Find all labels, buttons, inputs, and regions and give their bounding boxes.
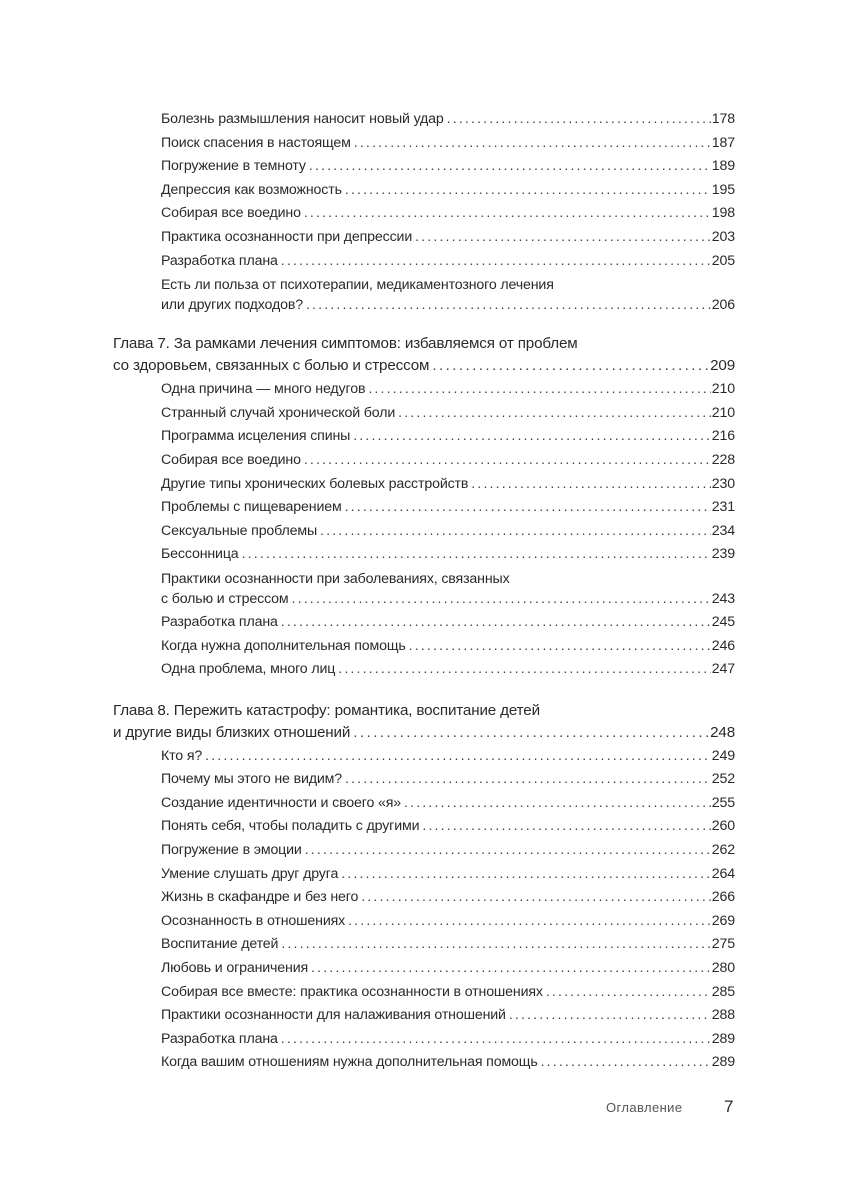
toc-entry[interactable] [113,520,735,544]
entry-title: Проблемы с пищеварением [161,499,342,516]
entry-title: Когда вашим отношениям нужна дополнительная помощь [161,1054,538,1071]
page-footer [0,1097,849,1121]
entry-title: Осознанность в отношениях [161,912,346,929]
dot-leader [509,1004,711,1028]
entry-title: Любовь и ограничения [161,960,309,977]
toc-entry[interactable] [113,202,735,226]
chapter-title-line2: со здоровьем, связанных с болью и стрессом [113,357,430,375]
dot-leader [345,496,711,520]
entry-page: 230 [711,475,735,492]
entry-page: 205 [711,252,735,269]
toc-entry[interactable] [113,179,735,203]
dot-leader [205,745,711,769]
dot-leader [348,910,711,934]
dot-leader [354,132,711,156]
dot-leader [471,473,710,497]
dot-leader [281,611,711,635]
dot-leader [341,863,711,887]
dot-leader [320,520,711,544]
toc-entry[interactable] [113,425,735,449]
dot-leader [311,957,711,981]
dot-leader [353,722,709,744]
entry-title: Разработка плана [161,252,278,269]
toc-entry[interactable] [113,839,735,863]
toc-entry[interactable] [113,132,735,156]
toc-entry[interactable] [113,792,735,816]
toc-entry[interactable] [113,815,735,839]
entry-page: 198 [711,205,735,222]
toc-entry[interactable] [113,108,735,132]
entry-page: 231 [711,499,735,516]
entry-title: Практики осознанности для налаживания отношений [161,1007,506,1024]
toc-entry[interactable] [113,910,735,934]
toc-entry[interactable] [113,473,735,497]
table-of-contents [113,108,735,1075]
entry-title: Другие типы хронических болевых расстройств [161,475,469,492]
entry-page: 260 [711,818,735,835]
dot-leader [309,155,711,179]
entry-page: 203 [711,228,735,245]
entry-page: 262 [711,842,735,859]
entry-title: Погружение в темноту [161,158,306,175]
entry-title: Разработка плана [161,1030,278,1047]
dot-leader [305,839,711,863]
entry-title: Одна проблема, много лиц [161,661,336,678]
toc-entry[interactable] [113,449,735,473]
entry-page: 216 [711,428,735,445]
entry-page: 246 [711,637,735,654]
running-footer-label: Оглавление [606,1100,683,1115]
entry-title-line1: Есть ли польза от психотерапии, медикаментозного лечения [161,277,554,294]
entry-page: 289 [711,1054,735,1071]
entry-title: Почему мы этого не видим? [161,771,342,788]
entry-title: Странный случай хронической боли [161,404,396,421]
toc-entry[interactable] [113,1028,735,1052]
entry-page: 280 [711,960,735,977]
entry-title: Создание идентичности и своего «я» [161,794,402,811]
toc-entry[interactable] [113,635,735,659]
dot-leader [432,355,709,377]
toc-entry[interactable] [113,957,735,981]
toc-entry[interactable] [113,155,735,179]
entry-page: 245 [711,613,735,630]
entry-page: 210 [711,404,735,421]
dot-leader [409,635,711,659]
entry-page: 288 [711,1007,735,1024]
entry-page: 275 [711,936,735,953]
dot-leader [541,1051,711,1075]
entry-page: 266 [711,889,735,906]
dot-leader [304,449,711,473]
entry-page: 210 [711,381,735,398]
toc-entry[interactable] [113,981,735,1005]
toc-entry[interactable] [113,886,735,910]
page-number: 7 [724,1097,734,1116]
dot-leader [292,589,711,609]
entry-page: 187 [711,134,735,151]
toc-entry[interactable] [113,658,735,682]
entry-page: 206 [711,297,735,314]
dot-leader [345,179,711,203]
entry-title-line1: Практики осознанности при заболеваниях, связанных [161,570,510,587]
entry-title-line2: с болью и стрессом [161,590,289,607]
dot-leader [306,295,711,315]
entry-page: 289 [711,1030,735,1047]
entry-title: Бессонница [161,546,239,563]
toc-entry[interactable] [113,250,735,274]
entry-title: Кто я? [161,747,203,764]
chapter-8-heading[interactable] [113,700,735,744]
entry-page: 234 [711,522,735,539]
dot-leader [281,1028,711,1052]
dot-leader [447,108,711,132]
toc-entry[interactable] [113,933,735,957]
dot-leader [304,202,711,226]
entry-page: 264 [711,865,735,882]
toc-entry-multiline[interactable] [113,275,735,315]
chapter-7-heading[interactable] [113,333,735,377]
entry-page: 195 [711,181,735,198]
toc-entry[interactable] [113,496,735,520]
entry-title: Понять себя, чтобы поладить с другими [161,818,420,835]
entry-title: Практика осознанности при депрессии [161,228,413,245]
entry-page: 228 [711,451,735,468]
dot-leader [281,933,710,957]
toc-entry-multiline[interactable] [113,569,735,609]
toc-entry[interactable] [113,378,735,402]
dot-leader [242,543,711,567]
entry-page: 239 [711,546,735,563]
entry-page: 189 [711,158,735,175]
entry-title: Воспитание детей [161,936,279,953]
toc-entry[interactable] [113,226,735,250]
dot-leader [422,815,710,839]
toc-entry[interactable] [113,863,735,887]
chapter-title-line1: Глава 8. Пережить катастрофу: романтика, воспитание детей [113,701,540,719]
entry-title-line2: или других подходов? [161,297,303,314]
chapter-page: 209 [710,357,735,375]
entry-title: Поиск спасения в настоящем [161,134,351,151]
entry-title: Погружение в эмоции [161,842,302,859]
entry-title: Программа исцеления спины [161,428,351,445]
dot-leader [345,768,711,792]
dot-leader [404,792,711,816]
entry-page: 252 [711,771,735,788]
entry-title: Болезнь размышления наносит новый удар [161,111,444,127]
toc-entry[interactable] [113,745,735,769]
entry-page: 255 [711,794,735,811]
entry-title: Жизнь в скафандре и без него [161,889,359,906]
entry-title: Когда нужна дополнительная помощь [161,637,406,654]
entry-page: 247 [711,661,735,678]
entry-title: Разработка плана [161,613,278,630]
entry-title: Депрессия как возможность [161,181,342,198]
toc-entry[interactable] [113,611,735,635]
dot-leader [546,981,711,1005]
dot-leader [361,886,711,910]
dot-leader [338,658,711,682]
dot-leader [398,402,711,426]
entry-title: Одна причина — много недугов [161,381,366,398]
entry-title: Собирая все вместе: практика осознанности в отношениях [161,983,543,1000]
dot-leader [353,425,711,449]
entry-page: 178 [711,111,735,127]
dot-leader [368,378,710,402]
chapter-title-line2: и другие виды близких отношений [113,723,351,741]
entry-page: 249 [711,747,735,764]
toc-entry[interactable] [113,543,735,567]
toc-entry[interactable] [113,1004,735,1028]
chapter-title-line1: Глава 7. За рамками лечения симптомов: избавляемся от проблем [113,335,578,353]
entry-page: 243 [711,590,735,607]
toc-entry[interactable] [113,1051,735,1075]
dot-leader [281,250,711,274]
entry-page: 269 [711,912,735,929]
entry-page: 285 [711,983,735,1000]
dot-leader [415,226,711,250]
toc-entry[interactable] [113,402,735,426]
entry-title: Собирая все воедино [161,451,301,468]
entry-title: Собирая все воедино [161,205,301,222]
toc-entry[interactable] [113,768,735,792]
entry-title: Сексуальные проблемы [161,522,318,539]
chapter-page: 248 [710,723,735,741]
entry-title: Умение слушать друг друга [161,865,339,882]
